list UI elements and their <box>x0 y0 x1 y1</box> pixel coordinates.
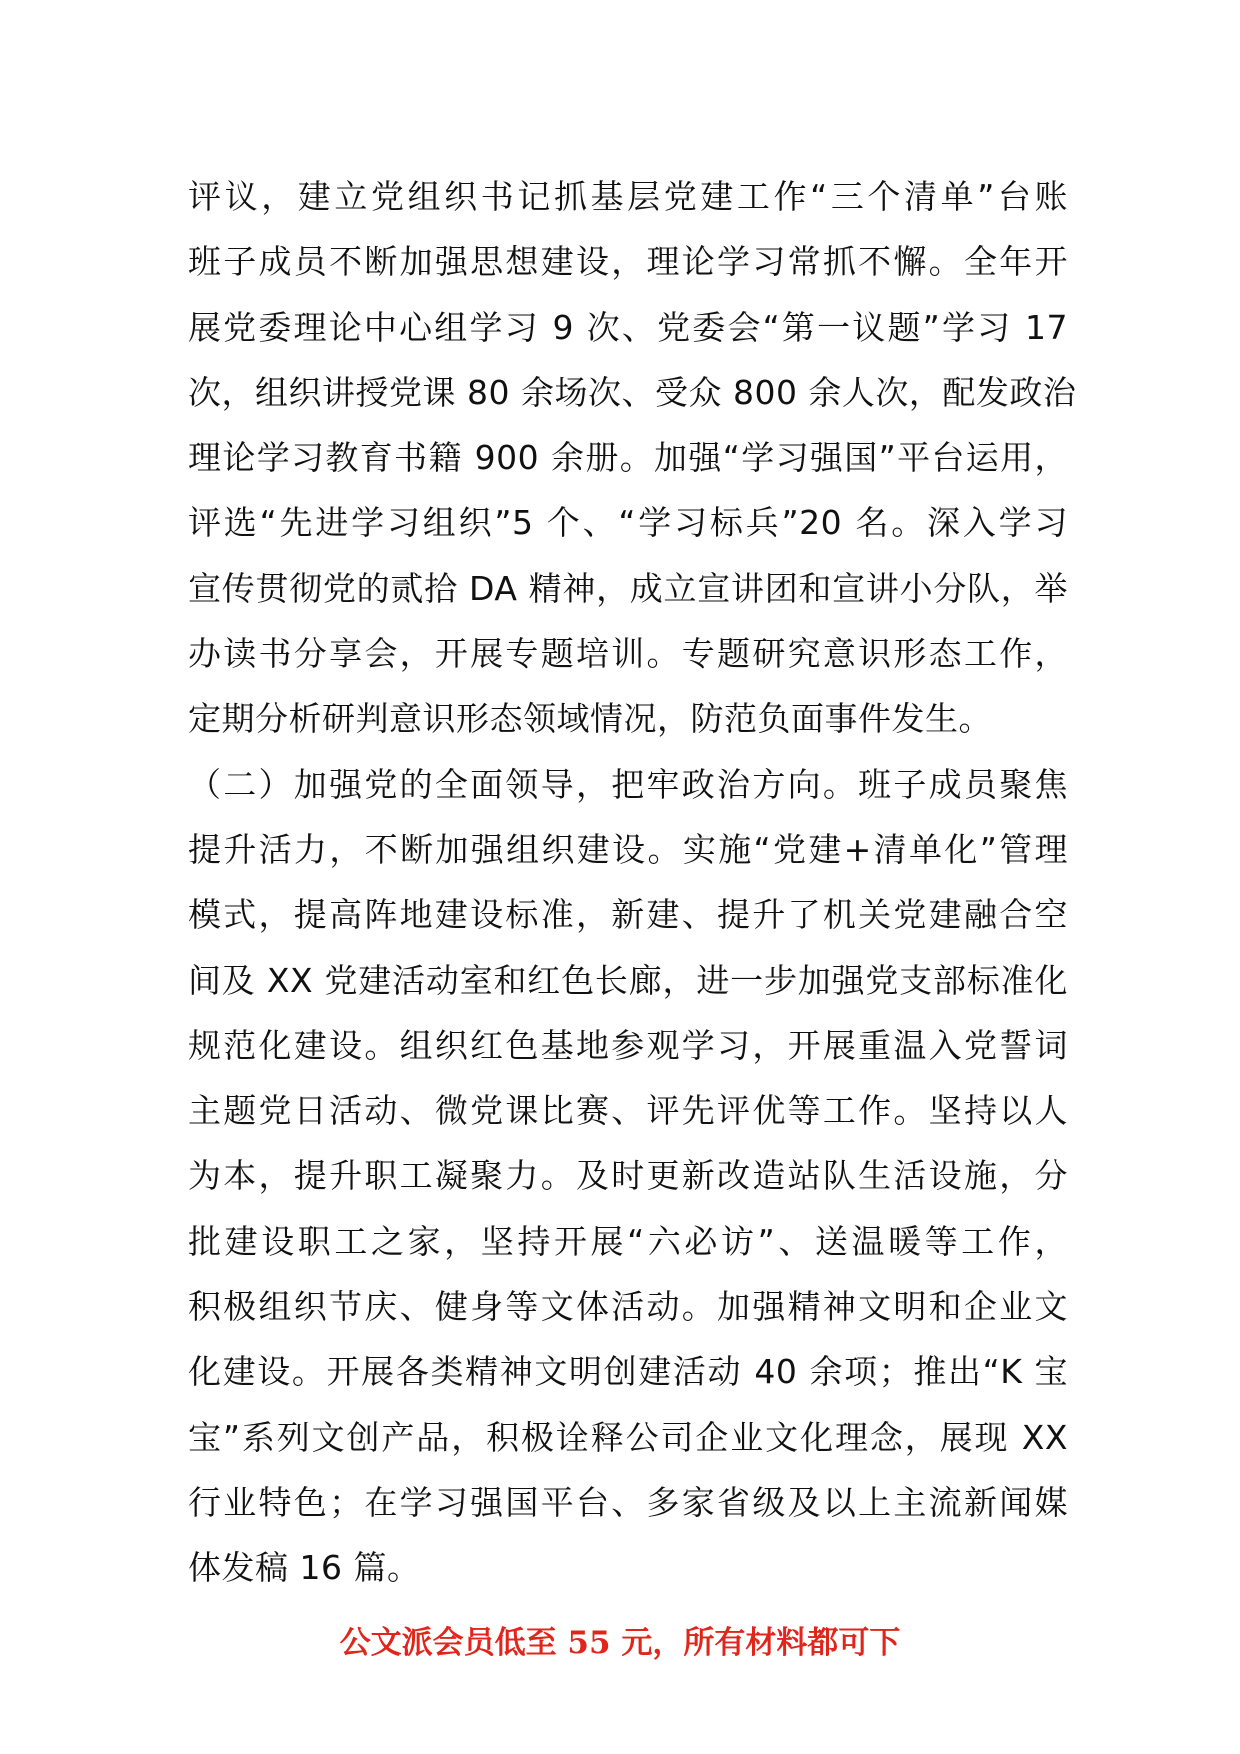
text-line: 体发稿 16 篇。 <box>188 1548 421 1588</box>
text-line: 间及 XX 党建活动室和红色长廊，进一步加强党支部标准化 <box>188 960 1068 1000</box>
text-line: 定期分析研判意识形态领域情况，防范负面事件发生。 <box>188 699 992 739</box>
text-line: 宝”系列文创产品，积极诠释公司企业文化理念，展现 XX <box>188 1417 1068 1457</box>
text-line: 化建设。开展各类精神文明创建活动 40 余项；推出“K 宝 <box>188 1352 1068 1392</box>
text-line: 理论学习教育书籍 900 余册。加强“学习强国”平台运用， <box>188 438 1068 478</box>
text-line: 规范化建设。组织红色基地参观学习，开展重温入党誓词 <box>188 1025 1068 1065</box>
text-line: 评选“先进学习组织”5 个、“学习标兵”20 名。深入学习 <box>188 503 1068 543</box>
text-line: 办读书分享会，开展专题培训。专题研究意识形态工作， <box>188 634 1068 674</box>
text-line: 宣传贯彻党的贰拾 DA 精神，成立宣讲团和宣讲小分队，举 <box>188 568 1068 608</box>
text-line: 展党委理论中心组学习 9 次、党委会“第一议题”学习 17 <box>188 307 1068 347</box>
section-heading-line: （二）加强党的全面领导，把牢政治方向。班子成员聚焦 <box>188 764 1068 804</box>
text-line: 班子成员不断加强思想建设，理论学习常抓不懈。全年开 <box>188 242 1068 282</box>
text-line: 积极组织节庆、健身等文体活动。加强精神文明和企业文 <box>188 1287 1068 1327</box>
text-line: 行业特色；在学习强国平台、多家省级及以上主流新闻媒 <box>188 1482 1068 1522</box>
body-text <box>188 164 1077 1601</box>
text-line: 提升活力，不断加强组织建设。实施“党建+清单化”管理 <box>188 829 1068 869</box>
text-line: 为本，提升职工凝聚力。及时更新改造站队生活设施，分 <box>188 1156 1068 1196</box>
text-line: 次，组织讲授党课 80 余场次、受众 800 余人次，配发政治 <box>188 372 1077 412</box>
text-line: 模式，提高阵地建设标准，新建、提升了机关党建融合空 <box>188 895 1068 935</box>
text-line: 批建设职工之家，坚持开展“六必访”、送温暖等工作， <box>188 1221 1068 1261</box>
text-line: 主题党日活动、微党课比赛、评先评优等工作。坚持以人 <box>188 1091 1068 1131</box>
text-line: 评议，建立党组织书记抓基层党建工作“三个清单”台账 <box>188 177 1068 216</box>
promo-footer-note: 公文派会员低至 55 元，所有材料都可下 <box>339 1625 901 1661</box>
